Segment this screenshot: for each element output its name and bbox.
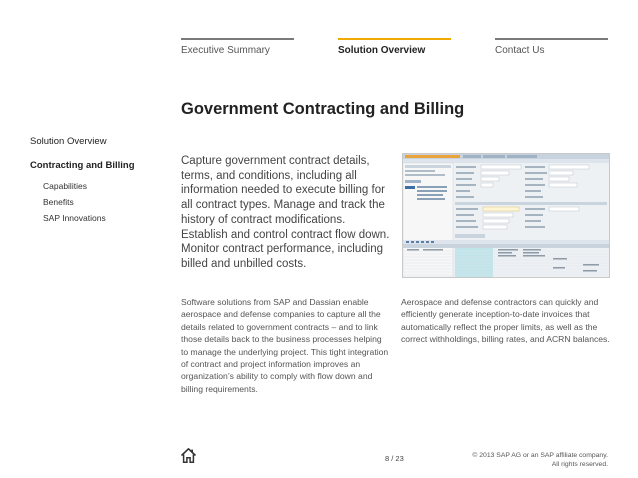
tab-label: Executive Summary (181, 45, 270, 56)
nav-solution-overview[interactable]: Solution Overview (30, 136, 107, 147)
home-icon-graphic (180, 447, 197, 464)
lead-paragraph: Capture government contract details, terms, and conditions, including all information needed to execute billing for all contract types. Manage and track the history of contract modifications. Establish and control contract flow down. Monitor contract performance, including billed and unbilled costs. (181, 155, 390, 270)
tab-contact-us[interactable] (495, 38, 608, 60)
home-icon[interactable] (180, 447, 197, 469)
sap-screen-graphic (403, 154, 609, 277)
copyright-line-2: All rights reserved. (551, 461, 608, 468)
copyright-line-1: © 2013 SAP AG or an SAP affiliate company. (472, 452, 608, 459)
tab-solution-overview[interactable] (338, 38, 451, 60)
body-paragraph-left: Software solutions from SAP and Dassian enable aerospace and defense companies to capture all the details related to government contracts – and to link those details back to the business processes helping to manage the underlying project. This tight integration of contract and project information improves an organization’s ability to comply with flow down and billing requirements. (181, 297, 389, 394)
tab-rule-active (338, 38, 451, 40)
nav-benefits[interactable]: Benefits (43, 197, 74, 207)
tab-rule (181, 38, 294, 40)
nav-contracting-and-billing[interactable]: Contracting and Billing (30, 160, 135, 171)
sap-screen-illustration (402, 153, 610, 278)
nav-capabilities[interactable]: Capabilities (43, 181, 87, 191)
body-paragraph-right: Aerospace and defense contractors can quickly and efficiently generate inception-to-date invoices that automatically reflect the proper limits, as well as the correct withholdings, billing rates, and ACRN balances. (401, 297, 610, 345)
tab-label: Contact Us (495, 45, 545, 56)
tab-executive-summary[interactable] (181, 38, 294, 60)
nav-sap-innovations[interactable]: SAP Innovations (43, 213, 106, 223)
page-indicator: 8 / 23 (385, 454, 404, 463)
tab-rule (495, 38, 608, 40)
copyright-notice (472, 451, 608, 469)
page-title: Government Contracting and Billing (181, 100, 465, 118)
tab-label: Solution Overview (338, 45, 426, 56)
